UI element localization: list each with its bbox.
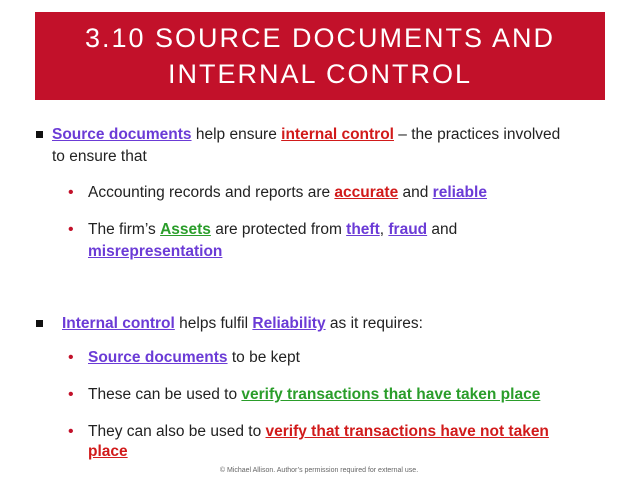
- square-bullet-icon: [36, 320, 43, 327]
- text: The firm’s: [88, 221, 161, 238]
- term-accurate: accurate: [334, 184, 399, 201]
- term-reliability: Reliability: [252, 315, 326, 332]
- term-misrepresentation: misrepresentation: [88, 243, 223, 260]
- dot-bullet-icon: •: [68, 184, 74, 201]
- text: helps fulfil: [174, 315, 253, 332]
- sub-bullet-4: [88, 384, 540, 406]
- text: to be kept: [227, 349, 300, 366]
- dot-bullet-icon: •: [68, 386, 74, 403]
- term-source-documents: Source documents: [88, 349, 228, 366]
- text: and: [427, 221, 458, 238]
- text: are protected from: [210, 221, 347, 238]
- term-theft: theft: [346, 221, 380, 238]
- text: as it requires:: [325, 315, 423, 332]
- title-banner: [35, 12, 605, 100]
- title-line-2: INTERNAL CONTROL: [167, 59, 473, 89]
- copyright-footer: © Michael Allison. Author’s permission required for external use.: [219, 467, 419, 474]
- text: and: [398, 184, 433, 201]
- term-place: place: [88, 443, 128, 460]
- bullet-1-line-2: to ensure that: [52, 148, 147, 165]
- sub-bullet-3: [88, 347, 300, 369]
- text: Accounting records and reports are: [88, 184, 335, 201]
- title-line-1: 3.10 SOURCE DOCUMENTS AND: [84, 23, 556, 53]
- term-verify-taken-place: verify transactions that have taken place: [241, 386, 541, 403]
- bullet-2: [62, 313, 423, 335]
- sub-bullet-2-line-2: [88, 241, 222, 263]
- term-verify-not-taken: verify that transactions have not taken: [265, 423, 549, 440]
- sub-bullet-5-line-2: [88, 441, 128, 463]
- sub-bullet-5: [88, 421, 549, 443]
- dot-bullet-icon: •: [68, 423, 74, 440]
- sub-bullet-2: [88, 219, 457, 241]
- term-internal-control: Internal control: [62, 315, 175, 332]
- text: ,: [379, 221, 389, 238]
- square-bullet-icon: [36, 131, 43, 138]
- text: These can be used to: [88, 386, 242, 403]
- text: help ensure: [191, 126, 282, 143]
- term-fraud: fraud: [388, 221, 428, 238]
- term-assets: Assets: [160, 221, 211, 238]
- bullet-1: [52, 124, 560, 146]
- text: – the practices involved: [393, 126, 561, 143]
- sub-bullet-1: [88, 182, 487, 204]
- term-reliable: reliable: [432, 184, 487, 201]
- dot-bullet-icon: •: [68, 221, 74, 238]
- text: They can also be used to: [88, 423, 266, 440]
- term-internal-control: internal control: [281, 126, 394, 143]
- dot-bullet-icon: •: [68, 349, 74, 366]
- term-source-documents: Source documents: [52, 126, 192, 143]
